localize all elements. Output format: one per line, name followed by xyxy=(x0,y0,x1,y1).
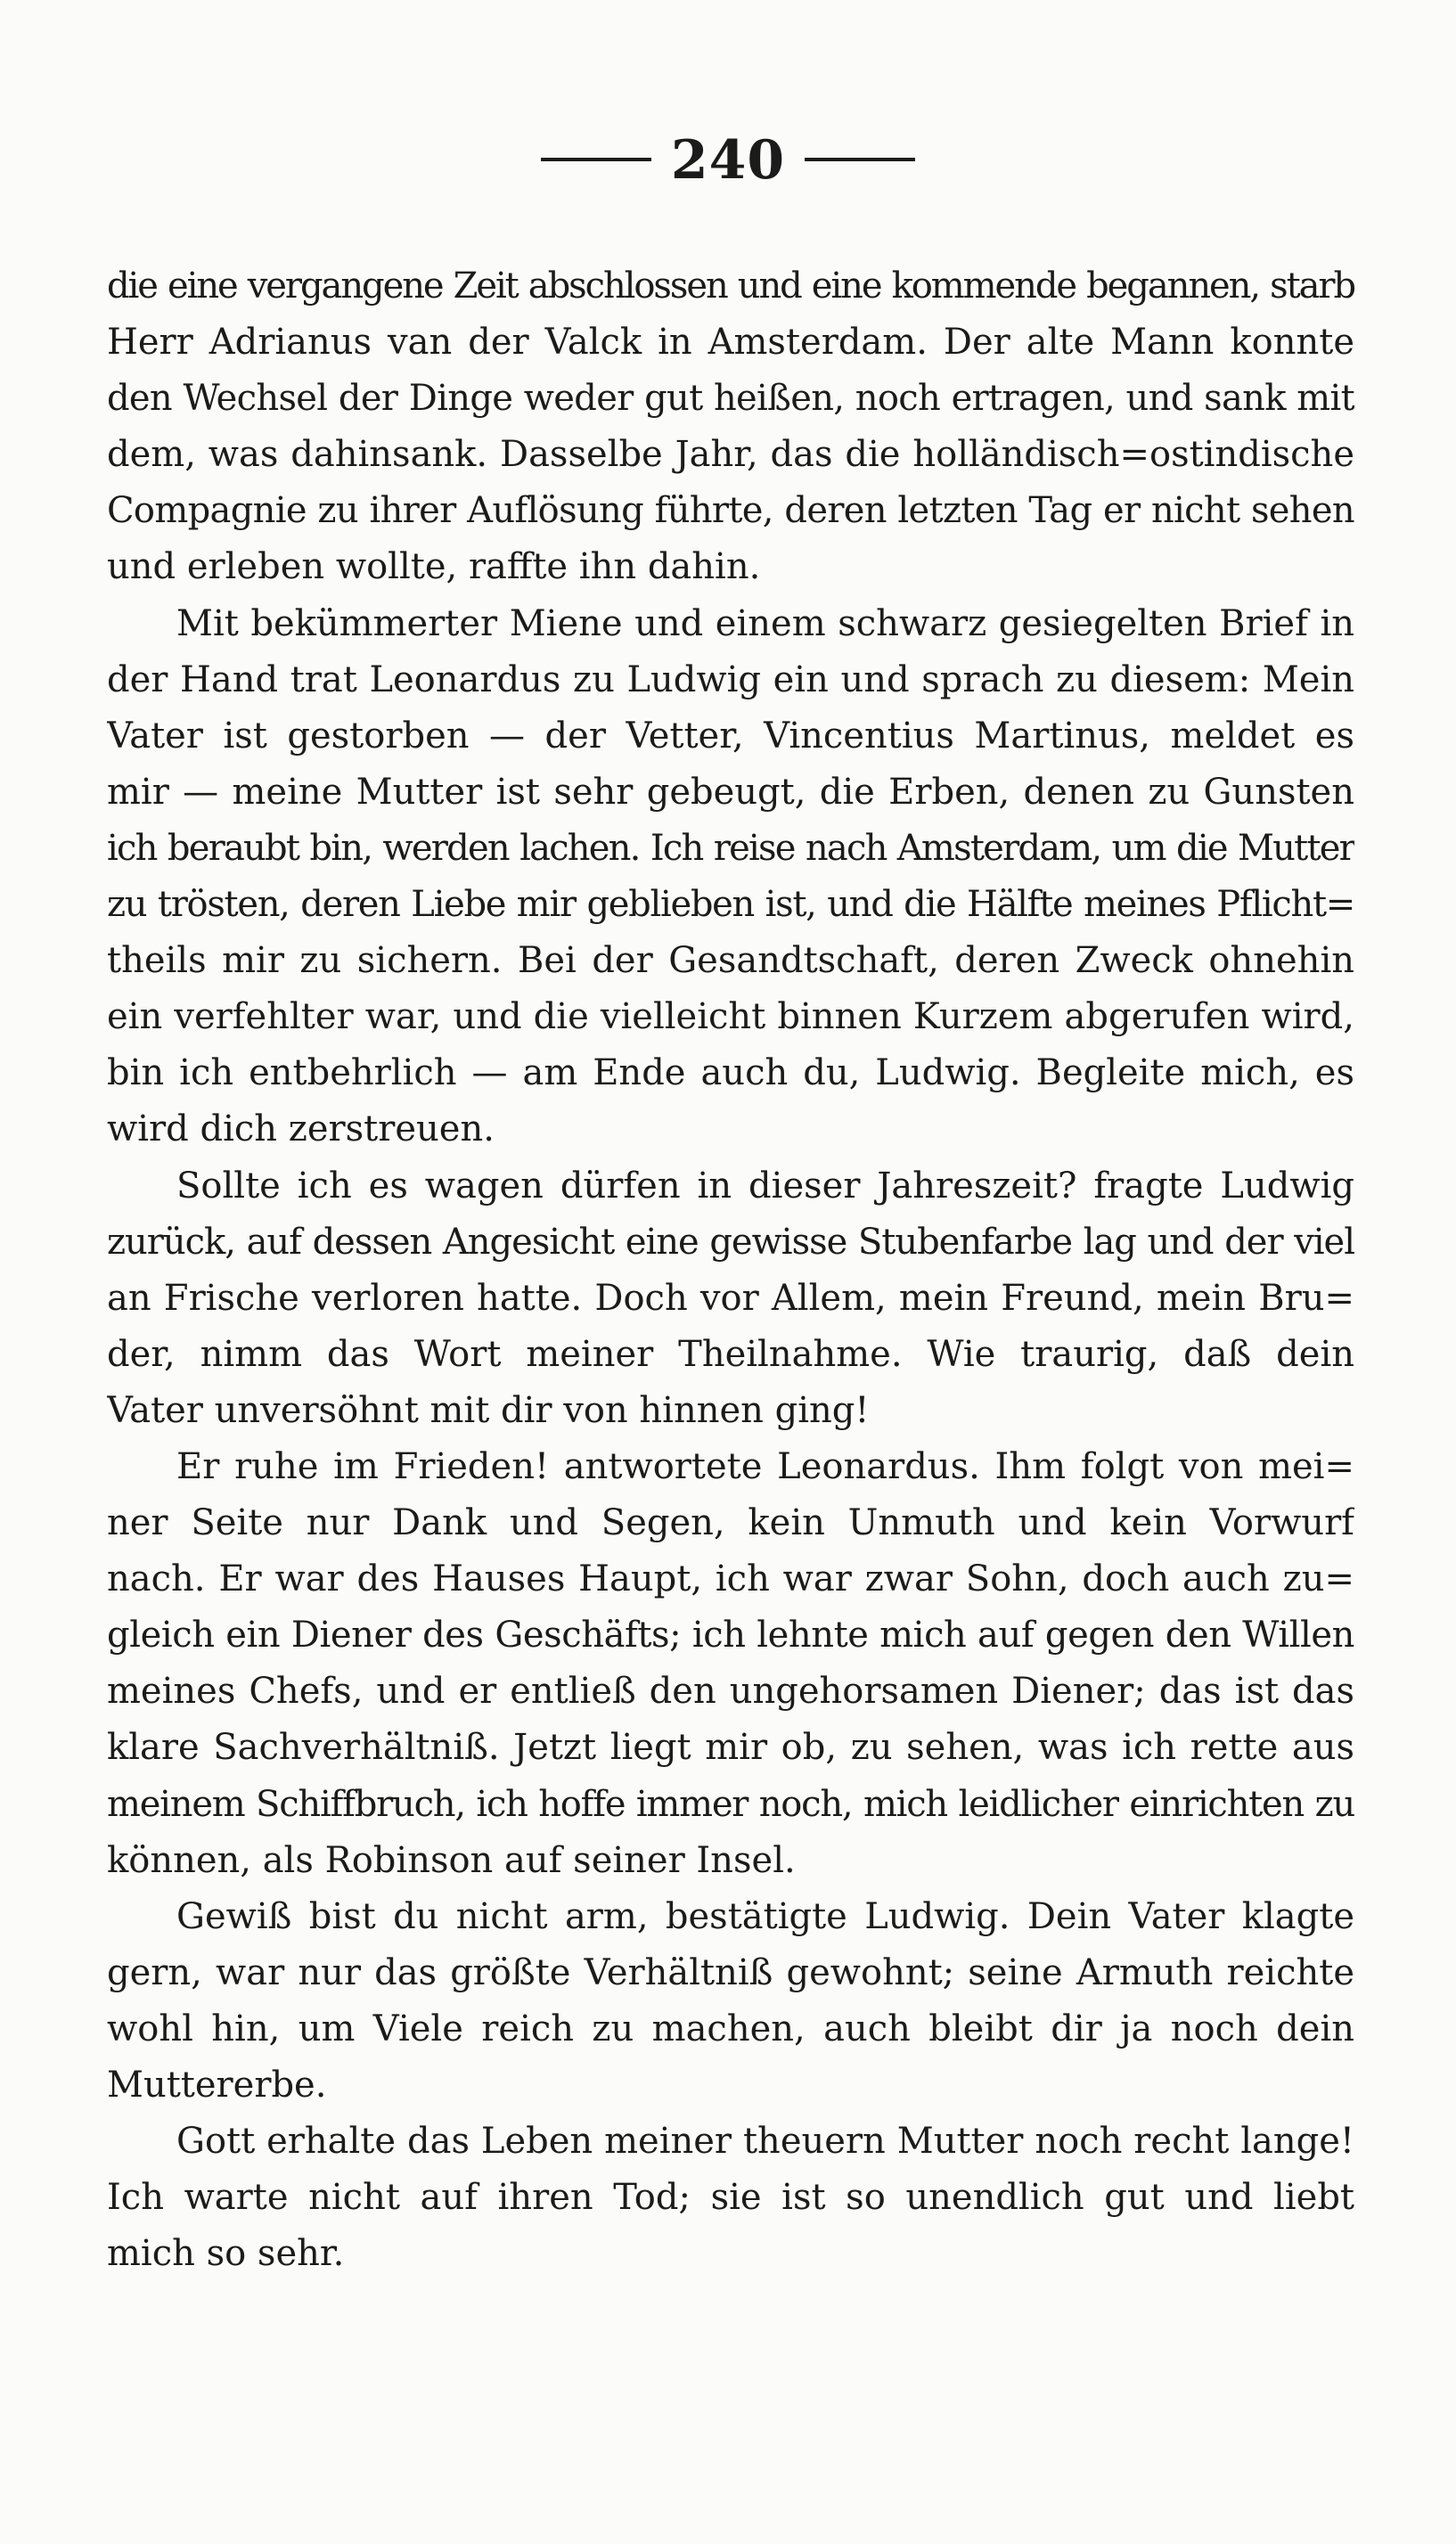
text-line: und erleben wollte, raffte ihn dahin. xyxy=(107,546,761,588)
text-line: mir — meine Mutter ist sehr gebeugt, die Erben, denen zu Gunsten xyxy=(107,771,1354,813)
text-line: Vater unversöhnt mit dir von hinnen ging! xyxy=(107,1389,870,1431)
text-line: Gott erhalte das Leben meiner theuern Mutter noch recht lange! xyxy=(176,2121,1354,2163)
text-line: den Wechsel der Dinge weder gut heißen, noch ertragen, und sank mit xyxy=(107,378,1354,420)
page-header xyxy=(0,129,1456,192)
text-line: Er ruhe im Frieden! antwortete Leonardus. Ihm folgt von mei= xyxy=(176,1445,1354,1487)
text-line: Sollte ich es wagen dürfen in dieser Jahreszeit? fragte Ludwig xyxy=(176,1165,1354,1207)
text-line: ein verfehlter war, und die vielleicht binnen Kurzem abgerufen wird, xyxy=(107,996,1354,1038)
text-line: wohl hin, um Viele reich zu machen, auch bleibt dir ja noch dein xyxy=(107,2008,1354,2049)
body-text xyxy=(107,258,1354,2282)
text-line: Herr Adrianus van der Valck in Amsterdam. Der alte Mann konnte xyxy=(107,322,1354,364)
text-line: die eine vergangene Zeit abschlossen und eine kommende begannen, starb xyxy=(107,266,1354,307)
text-line: Ich warte nicht auf ihren Tod; sie ist so unendlich gut und liebt xyxy=(107,2177,1354,2219)
header-rule-left xyxy=(541,158,651,161)
text-line: an Frische verloren hatte. Doch vor Allem, mein Freund, mein Bru= xyxy=(107,1277,1354,1319)
text-line: meines Chefs, und er entließ den ungehorsamen Diener; das ist das xyxy=(107,1671,1354,1713)
paragraph xyxy=(107,1158,1354,1439)
text-line: gern, war nur das größte Verhältniß gewohnt; seine Armuth reichte xyxy=(107,1951,1354,1993)
text-line: ich beraubt bin, werden lachen. Ich reise nach Amsterdam, um die Mutter xyxy=(107,827,1354,869)
paragraph xyxy=(107,596,1354,1158)
paragraph xyxy=(107,258,1354,596)
text-line: Muttererbe. xyxy=(107,2065,327,2106)
text-line: der, nimm das Wort meiner Theilnahme. Wie traurig, daß dein xyxy=(107,1333,1354,1375)
text-line: Gewiß bist du nicht arm, bestätigte Ludwig. Dein Vater klagte xyxy=(176,1895,1354,1937)
paragraph xyxy=(107,1889,1354,2114)
text-line: zurück, auf dessen Angesicht eine gewisse Stubenfarbe lag und der viel xyxy=(107,1221,1354,1263)
paragraph xyxy=(107,1439,1354,1889)
text-line: gleich ein Diener des Geschäfts; ich lehnte mich auf gegen den Willen xyxy=(107,1615,1354,1656)
text-line: der Hand trat Leonardus zu Ludwig ein und sprach zu diesem: Mein xyxy=(107,658,1354,700)
text-line: meinem Schiffbruch, ich hoffe immer noch, mich leidlicher einrichten zu xyxy=(107,1783,1354,1825)
text-line: klare Sachverhältniß. Jetzt liegt mir ob, zu sehen, was ich rette aus xyxy=(107,1727,1354,1769)
paragraph xyxy=(107,2114,1354,2282)
text-line: Compagnie zu ihrer Auflösung führte, deren letzten Tag er nicht sehen xyxy=(107,490,1354,532)
header-rule-right xyxy=(805,158,915,161)
text-line: zu trösten, deren Liebe mir geblieben ist, und die Hälfte meines Pflicht= xyxy=(107,884,1354,926)
text-line: bin ich entbehrlich — am Ende auch du, Ludwig. Begleite mich, es xyxy=(107,1052,1354,1094)
text-line: theils mir zu sichern. Bei der Gesandtschaft, deren Zweck ohnehin xyxy=(107,940,1354,982)
text-line: wird dich zerstreuen. xyxy=(107,1108,495,1150)
text-line: dem, was dahinsank. Dasselbe Jahr, das die holländisch=ostindische xyxy=(107,434,1354,476)
text-line: mich so sehr. xyxy=(107,2233,345,2275)
text-line: Mit bekümmerter Miene und einem schwarz gesiegelten Brief in xyxy=(176,602,1354,644)
page-number: 240 xyxy=(670,129,786,192)
text-line: nach. Er war des Hauses Haupt, ich war zwar Sohn, doch auch zu= xyxy=(107,1558,1354,1600)
text-line: ner Seite nur Dank und Segen, kein Unmuth und kein Vorwurf xyxy=(107,1502,1354,1544)
text-line: können, als Robinson auf seiner Insel. xyxy=(107,1839,796,1881)
text-line: Vater ist gestorben — der Vetter, Vincentius Martinus, meldet es xyxy=(107,715,1354,757)
